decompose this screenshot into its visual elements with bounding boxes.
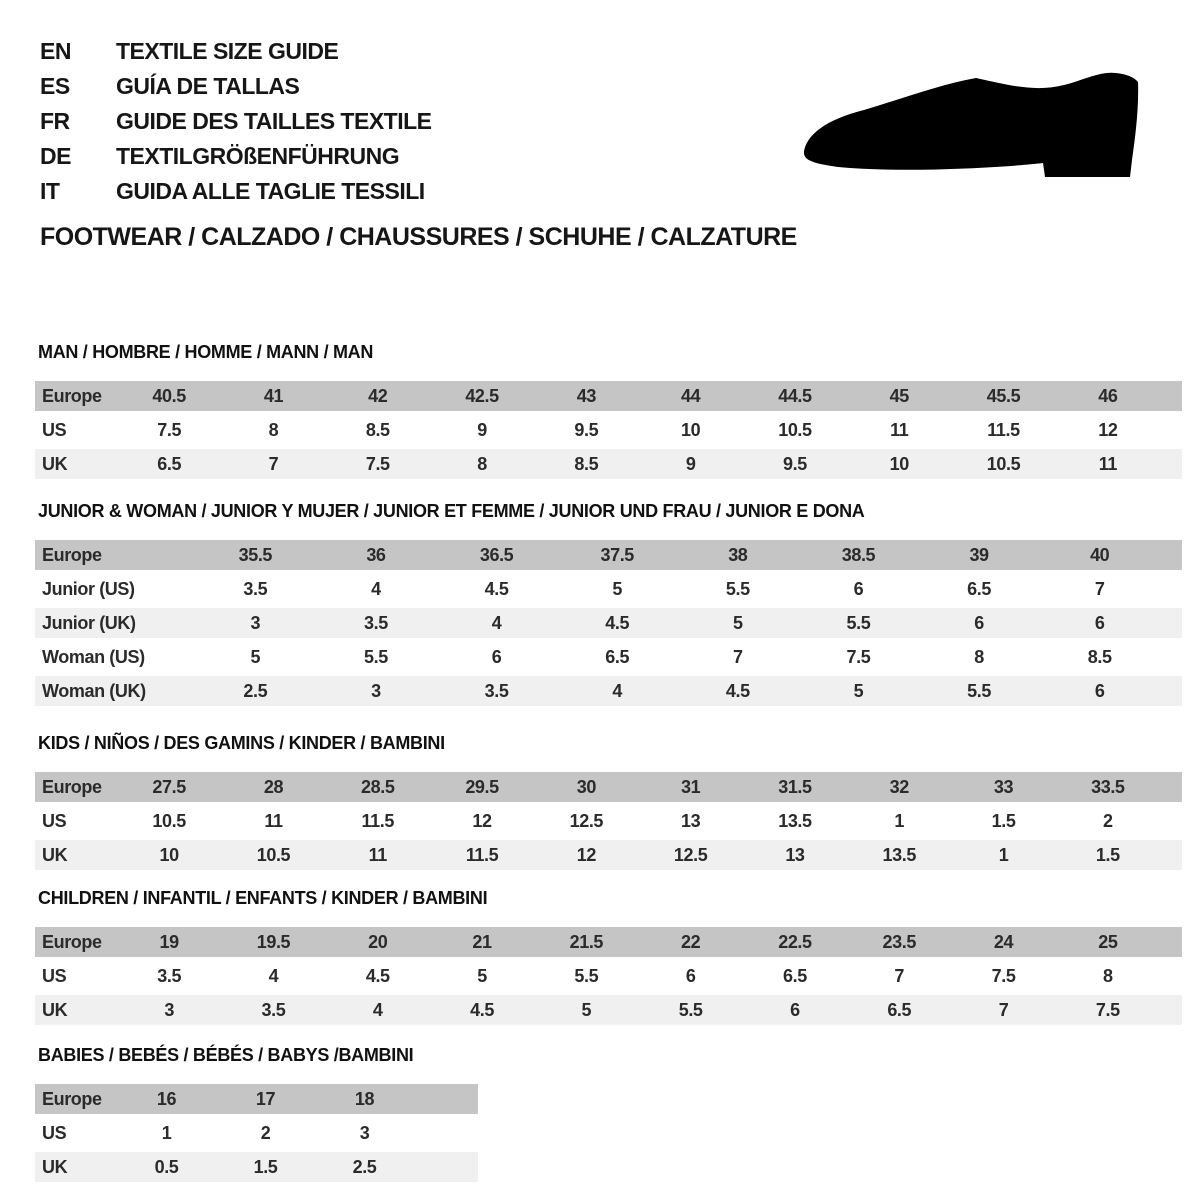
size-cell: 35.5: [238, 544, 273, 565]
size-cell: 25: [1098, 931, 1118, 952]
size-cell: 9.5: [783, 453, 807, 474]
section-title: JUNIOR & WOMAN / JUNIOR Y MUJER / JUNIOR ET FEMME / JUNIOR UND FRAU / JUNIOR E DONA: [38, 501, 865, 521]
size-cell: 8.5: [1087, 646, 1112, 667]
category-heading: FOOTWEAR / CALZADO / CHAUSSURES / SCHUHE / CALZATURE: [40, 223, 797, 251]
size-cell: 24: [993, 931, 1014, 952]
size-cell: 27.5: [152, 776, 186, 797]
size-cell: 4: [612, 680, 622, 701]
size-cell: 6.5: [783, 965, 807, 986]
size-cell: 45: [889, 385, 909, 406]
section-title: CHILDREN / INFANTIL / ENFANTS / KINDER / BAMBINI: [38, 888, 488, 908]
size-table: [35, 381, 1182, 479]
size-cell: 6.5: [887, 999, 912, 1020]
section-title: BABIES / BEBÉS / BÉBÉS / BABYS /BAMBINI: [38, 1045, 414, 1065]
size-cell: 0.5: [154, 1156, 179, 1177]
size-cell: 21.5: [569, 931, 604, 952]
size-cell: 44: [681, 385, 701, 406]
size-cell: 23.5: [882, 931, 916, 952]
size-cell: 11.5: [465, 844, 499, 865]
size-cell: 8: [477, 453, 487, 474]
size-cell: 42.5: [465, 385, 499, 406]
size-cell: 38: [728, 544, 748, 565]
size-cell: 39: [969, 544, 989, 565]
size-cell: 7: [998, 999, 1009, 1020]
language-line-fr: [40, 110, 432, 132]
size-cell: 5: [477, 965, 487, 986]
size-cell: 13: [681, 810, 701, 831]
size-cell: 7.5: [365, 453, 390, 474]
table-row: [35, 840, 1182, 870]
size-cell: 3: [164, 999, 174, 1020]
table-row: [35, 574, 1182, 604]
size-cell: 17: [255, 1088, 276, 1109]
language-code: FR: [40, 108, 70, 134]
size-cell: 11: [1098, 453, 1117, 474]
size-cell: 11.5: [987, 419, 1020, 440]
size-cell: 3: [250, 612, 261, 633]
size-cell: 4.5: [484, 578, 509, 599]
size-table: [35, 927, 1182, 1025]
size-cell: 1: [894, 810, 905, 831]
size-cell: 3.5: [261, 999, 286, 1020]
size-cell: 5: [250, 646, 261, 667]
size-cell: 10.5: [986, 453, 1021, 474]
size-cell: 5.5: [967, 680, 991, 701]
row-label: UK: [42, 453, 68, 474]
language-title: GUIDE DES TAILLES TEXTILE: [116, 108, 432, 134]
size-cell: 43: [576, 385, 596, 406]
size-cell: 13.5: [778, 810, 812, 831]
size-table: [35, 540, 1182, 706]
size-cell: 22.5: [778, 931, 812, 952]
row-label: UK: [42, 999, 68, 1020]
size-cell: 10.5: [256, 844, 291, 865]
size-cell: 5: [733, 612, 743, 633]
row-label: US: [42, 810, 67, 831]
table-row: [35, 449, 1182, 479]
size-cell: 5.5: [678, 999, 703, 1020]
size-cell: 2.5: [352, 1156, 377, 1177]
row-label: Woman (UK): [42, 680, 146, 701]
size-cell: 7: [733, 646, 743, 667]
size-cell: 2: [1103, 810, 1113, 831]
size-cell: 21: [472, 931, 492, 952]
row-label: Europe: [42, 544, 102, 565]
size-cell: 33.5: [1091, 776, 1125, 797]
size-cell: 2.5: [243, 680, 268, 701]
section-children: [35, 888, 1182, 1029]
language-line-it: [40, 180, 432, 202]
size-cell: 1: [998, 844, 1009, 865]
size-cell: 13.5: [882, 844, 916, 865]
size-cell: 6: [853, 578, 864, 599]
size-cell: 19.5: [256, 931, 291, 952]
size-cell: 4: [491, 612, 502, 633]
size-cell: 8.5: [365, 419, 390, 440]
section-title: KIDS / NIÑOS / DES GAMINS / KINDER / BAMBINI: [38, 733, 445, 753]
table-row: [35, 806, 1182, 836]
table-row: [35, 1084, 478, 1114]
language-title: GUÍA DE TALLAS: [116, 73, 300, 99]
size-cell: 12.5: [569, 810, 604, 831]
size-cell: 1.5: [1095, 844, 1120, 865]
table-row: [35, 608, 1182, 638]
size-cell: 6: [685, 965, 696, 986]
size-cell: 22: [681, 931, 701, 952]
table-row: [35, 415, 1182, 445]
size-cell: 4.5: [725, 680, 750, 701]
size-cell: 33: [993, 776, 1014, 797]
table-row: [35, 1152, 478, 1182]
size-cell: 8: [1103, 965, 1113, 986]
size-cell: 28.5: [361, 776, 395, 797]
row-label: US: [42, 1122, 67, 1143]
size-cell: 6: [491, 646, 502, 667]
size-cell: 30: [576, 776, 596, 797]
size-cell: 8: [268, 419, 279, 440]
row-label: UK: [42, 1156, 68, 1177]
size-cell: 12: [576, 844, 596, 865]
language-code: EN: [40, 38, 71, 64]
table-row: [35, 995, 1182, 1025]
size-cell: 12: [1098, 419, 1118, 440]
size-cell: 6: [1094, 612, 1105, 633]
language-code: IT: [40, 178, 60, 204]
size-cell: 8: [974, 646, 984, 667]
size-cell: 5: [581, 999, 592, 1020]
size-cell: 5: [612, 578, 622, 599]
language-title: TEXTILE SIZE GUIDE: [116, 38, 339, 64]
size-cell: 42: [368, 385, 388, 406]
size-cell: 7.5: [157, 419, 182, 440]
size-cell: 3.5: [243, 578, 268, 599]
size-cell: 4: [268, 965, 279, 986]
size-cell: 9: [685, 453, 696, 474]
size-cell: 5.5: [846, 612, 871, 633]
size-cell: 28: [263, 776, 284, 797]
size-cell: 4.5: [470, 999, 494, 1020]
size-cell: 12: [472, 810, 492, 831]
size-cell: 31: [681, 776, 701, 797]
size-cell: 8.5: [574, 453, 599, 474]
row-label: Europe: [42, 931, 102, 952]
size-cell: 5.5: [364, 646, 388, 667]
size-cell: 19: [159, 931, 179, 952]
size-cell: 4: [372, 999, 383, 1020]
section-kids: [35, 733, 1182, 874]
size-cell: 45.5: [986, 385, 1021, 406]
section-babies: [35, 1045, 478, 1186]
size-cell: 10.5: [152, 810, 186, 831]
size-cell: 5: [853, 680, 864, 701]
size-cell: 20: [368, 931, 388, 952]
language-code: DE: [40, 143, 71, 169]
language-line-es: [40, 75, 432, 97]
row-label: US: [42, 965, 67, 986]
size-cell: 6: [974, 612, 984, 633]
size-cell: 10: [159, 844, 179, 865]
size-cell: 5.5: [574, 965, 599, 986]
size-cell: 5.5: [725, 578, 750, 599]
language-title: TEXTILGRÖßENFÜHRUNG: [116, 143, 400, 169]
size-cell: 10: [681, 419, 701, 440]
size-cell: 7.5: [846, 646, 871, 667]
row-label: Junior (UK): [42, 612, 136, 633]
size-cell: 7: [894, 965, 905, 986]
size-cell: 9.5: [574, 419, 599, 440]
size-table: [35, 1084, 478, 1182]
table-row: [35, 642, 1182, 672]
size-cell: 40: [1090, 544, 1110, 565]
table-row: [35, 927, 1182, 957]
row-label: UK: [42, 844, 68, 865]
size-cell: 11: [890, 419, 909, 440]
size-cell: 3.5: [484, 680, 509, 701]
size-cell: 13: [785, 844, 805, 865]
size-cell: 32: [889, 776, 909, 797]
size-cell: 3.5: [157, 965, 182, 986]
language-line-de: [40, 145, 432, 167]
size-cell: 4.5: [365, 965, 390, 986]
size-cell: 6: [1094, 680, 1105, 701]
size-cell: 11: [264, 810, 283, 831]
language-code: ES: [40, 73, 70, 99]
size-cell: 7.5: [991, 965, 1016, 986]
size-cell: 11: [368, 844, 387, 865]
size-cell: 4: [371, 578, 381, 599]
size-cell: 10: [889, 453, 909, 474]
row-label: Europe: [42, 776, 102, 797]
size-cell: 36.5: [479, 544, 514, 565]
size-cell: 11.5: [361, 810, 394, 831]
size-cell: 6.5: [967, 578, 991, 599]
table-row: [35, 1118, 478, 1148]
shoe-silhouette-icon: [780, 40, 1200, 220]
size-cell: 31.5: [778, 776, 812, 797]
size-cell: 16: [156, 1088, 177, 1109]
row-label: Woman (US): [42, 646, 145, 667]
size-cell: 3: [371, 680, 381, 701]
size-cell: 18: [354, 1088, 375, 1109]
size-cell: 37.5: [600, 544, 634, 565]
size-cell: 41: [263, 385, 284, 406]
size-cell: 1.5: [991, 810, 1016, 831]
size-cell: 9: [477, 419, 487, 440]
size-cell: 6.5: [157, 453, 182, 474]
row-label: US: [42, 419, 67, 440]
size-cell: 36: [366, 544, 386, 565]
size-cell: 12.5: [673, 844, 708, 865]
table-row: [35, 381, 1182, 411]
size-cell: 7.5: [1095, 999, 1120, 1020]
size-cell: 1: [161, 1122, 172, 1143]
size-cell: 40.5: [152, 385, 186, 406]
table-row: [35, 772, 1182, 802]
language-line-en: [40, 40, 432, 62]
table-row: [35, 540, 1182, 570]
size-cell: 7: [1094, 578, 1105, 599]
size-cell: 4.5: [605, 612, 630, 633]
table-row: [35, 961, 1182, 991]
section-junior-woman: [35, 501, 1182, 710]
size-cell: 6.5: [605, 646, 630, 667]
language-list: [40, 40, 432, 215]
section-title: MAN / HOMBRE / HOMME / MANN / MAN: [38, 342, 374, 362]
row-label: Junior (US): [42, 578, 135, 599]
size-cell: 2: [260, 1122, 271, 1143]
size-cell: 6: [790, 999, 800, 1020]
size-cell: 7: [268, 453, 279, 474]
table-row: [35, 676, 1182, 706]
section-man: [35, 342, 1182, 483]
size-table: [35, 772, 1182, 870]
size-cell: 38.5: [841, 544, 876, 565]
size-cell: 29.5: [465, 776, 499, 797]
language-title: GUIDA ALLE TAGLIE TESSILI: [116, 178, 425, 204]
row-label: Europe: [42, 1088, 102, 1109]
size-cell: 10.5: [778, 419, 812, 440]
size-cell: 44.5: [778, 385, 812, 406]
size-cell: 3.5: [364, 612, 388, 633]
row-label: Europe: [42, 385, 102, 406]
size-cell: 46: [1098, 385, 1118, 406]
size-cell: 1.5: [253, 1156, 278, 1177]
size-cell: 3: [359, 1122, 370, 1143]
